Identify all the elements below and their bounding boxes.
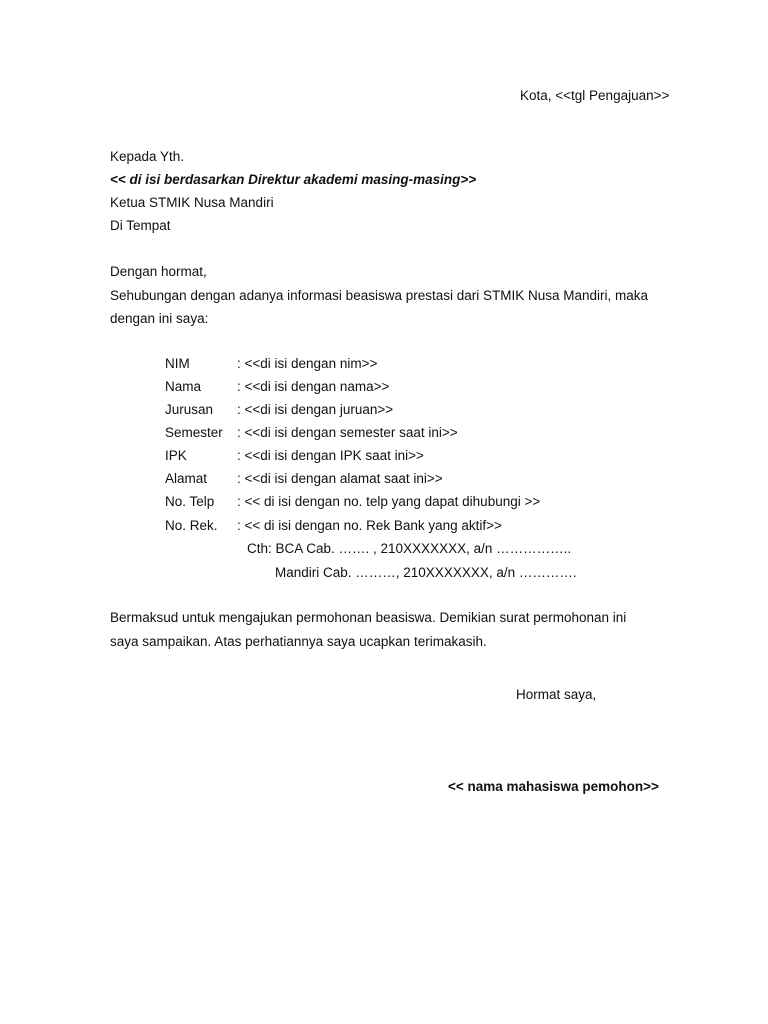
field-label: NIM <box>165 356 190 371</box>
closing-paragraph-line1: Bermaksud untuk mengajukan permohonan beasiswa. Demikian surat permohonan ini <box>110 610 627 625</box>
greeting: Dengan hormat, <box>110 264 207 279</box>
opening-paragraph-line1: Sehubungan dengan adanya informasi beasiswa prestasi dari STMIK Nusa Mandiri, maka <box>110 288 649 303</box>
field-value: : <<di isi dengan nim>> <box>237 356 378 371</box>
field-value: : <<di isi dengan IPK saat ini>> <box>237 448 424 463</box>
date-line: Kota, <<tgl Pengajuan>> <box>520 88 670 103</box>
example-mandiri: Mandiri Cab. ………, 210XXXXXXX, a/n …………. <box>275 565 577 580</box>
field-label: IPK <box>165 448 187 463</box>
opening-paragraph-line2: dengan ini saya: <box>110 311 209 326</box>
field-value: : <<di isi dengan semester saat ini>> <box>237 425 458 440</box>
field-label: No. Telp <box>165 494 215 509</box>
field-label: Jurusan <box>165 402 214 417</box>
field-label: Alamat <box>165 471 208 486</box>
field-value: : << di isi dengan no. telp yang dapat dihubungi >> <box>237 494 541 509</box>
field-value: : <<di isi dengan alamat saat ini>> <box>237 471 443 486</box>
field-value: : <<di isi dengan juruan>> <box>237 402 394 417</box>
example-bca: Cth: BCA Cab. ……. , 210XXXXXXX, a/n …………….. <box>247 541 572 556</box>
field-label: Nama <box>165 379 202 394</box>
recipient-title: Ketua STMIK Nusa Mandiri <box>110 195 274 210</box>
closing-paragraph-line2: saya sampaikan. Atas perhatiannya saya ucapkan terimakasih. <box>110 634 487 649</box>
recipient-salutation: Kepada Yth. <box>110 149 185 164</box>
field-value: : <<di isi dengan nama>> <box>237 379 390 394</box>
field-label: Semester <box>165 425 223 440</box>
field-value: : << di isi dengan no. Rek Bank yang aktif>> <box>237 518 502 533</box>
field-label: No. Rek. <box>165 518 218 533</box>
recipient-location: Di Tempat <box>110 218 171 233</box>
signature-name: << nama mahasiswa pemohon>> <box>448 779 659 794</box>
recipient-placeholder: << di isi berdasarkan Direktur akademi masing-masing>> <box>110 172 477 187</box>
closing-regards: Hormat saya, <box>516 687 597 702</box>
